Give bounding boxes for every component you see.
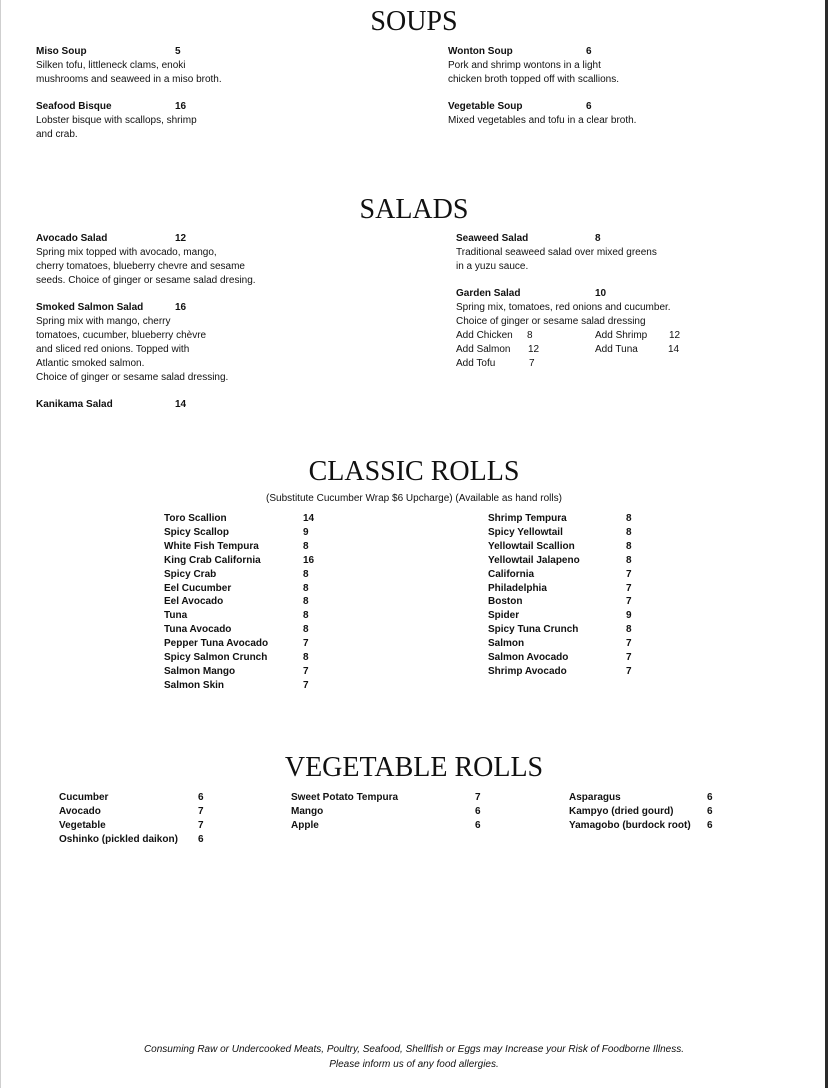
allergy-disclaimer bbox=[0, 1042, 828, 1072]
roll-name: Spicy Tuna Crunch bbox=[488, 624, 579, 636]
disclaimer-line-2: Please inform us of any food allergies. bbox=[329, 1059, 499, 1070]
roll-price: 8 bbox=[626, 540, 632, 552]
roll-price: 7 bbox=[626, 568, 632, 580]
item-name: Miso Soup bbox=[36, 46, 87, 57]
item-price: 8 bbox=[595, 233, 601, 244]
menu-item-garden-salad bbox=[456, 287, 716, 329]
roll-price: 8 bbox=[626, 554, 632, 566]
roll-name: Shrimp Tempura bbox=[488, 513, 567, 524]
menu-item-smoked-salmon-salad bbox=[36, 301, 296, 385]
roll-name: Spicy Salmon Crunch bbox=[164, 652, 268, 663]
roll-price: 14 bbox=[303, 513, 315, 524]
roll-name: Asparagus bbox=[569, 792, 621, 803]
roll-price: 7 bbox=[475, 792, 481, 803]
item-price: 6 bbox=[586, 101, 592, 112]
addon-label: Add Salmon bbox=[456, 344, 511, 355]
item-name: Seafood Bisque bbox=[36, 101, 112, 112]
roll-name: Toro Scallion bbox=[164, 513, 227, 524]
item-price: 5 bbox=[175, 46, 181, 57]
roll-price: 7 bbox=[626, 596, 632, 608]
item-description: Spring mix with mango, cherry tomatoes, cucumber, blueberry chèvre and sliced red onions. Topped with Atlantic smoked salmon. Choice of ginger or sesame salad dressing. bbox=[36, 316, 229, 383]
item-name: Smoked Salmon Salad bbox=[36, 302, 144, 313]
item-name: Garden Salad bbox=[456, 288, 521, 299]
roll-price: 8 bbox=[303, 568, 309, 580]
roll-name: White Fish Tempura bbox=[164, 540, 259, 552]
disclaimer-line-1: Consuming Raw or Undercooked Meats, Poultry, Seafood, Shellfish or Eggs may Increase your Risk of Foodborne Illness. bbox=[143, 1044, 685, 1055]
roll-price: 6 bbox=[198, 834, 204, 845]
roll-price: 6 bbox=[475, 820, 481, 831]
item-name: Avocado Salad bbox=[36, 233, 108, 244]
roll-name: King Crab California bbox=[164, 554, 261, 566]
roll-item bbox=[164, 568, 309, 582]
item-description: Traditional seaweed salad over mixed greens in a yuzu sauce. bbox=[456, 247, 657, 272]
roll-name: Salmon Avocado bbox=[488, 652, 569, 663]
roll-price: 8 bbox=[303, 652, 309, 663]
roll-item bbox=[164, 512, 315, 526]
roll-item bbox=[164, 609, 309, 623]
roll-price: 8 bbox=[303, 540, 309, 552]
addon-price: 7 bbox=[529, 358, 535, 369]
roll-name: Eel Avocado bbox=[164, 596, 224, 608]
roll-price: 8 bbox=[626, 624, 632, 636]
roll-item bbox=[164, 623, 309, 637]
roll-price: 7 bbox=[626, 638, 632, 650]
menu-item-seaweed-salad bbox=[456, 232, 716, 274]
roll-name: California bbox=[488, 568, 535, 580]
roll-name: Tuna Avocado bbox=[164, 624, 232, 636]
roll-price: 8 bbox=[626, 513, 632, 524]
roll-item bbox=[488, 526, 632, 540]
roll-item bbox=[488, 637, 632, 651]
roll-item bbox=[488, 623, 632, 637]
page-border-left bbox=[0, 0, 1, 1088]
item-price: 10 bbox=[595, 288, 607, 299]
roll-price: 7 bbox=[303, 638, 309, 650]
vegetable-rolls-heading: VEGETABLE ROLLS bbox=[284, 752, 544, 783]
item-price: 16 bbox=[175, 101, 187, 112]
roll-item bbox=[488, 595, 632, 609]
roll-name: Spicy Yellowtail bbox=[488, 526, 563, 538]
roll-price: 7 bbox=[626, 652, 632, 663]
roll-item bbox=[488, 512, 632, 526]
roll-price: 7 bbox=[198, 806, 204, 817]
roll-item bbox=[291, 805, 481, 819]
roll-item bbox=[488, 568, 632, 582]
roll-price: 7 bbox=[626, 665, 632, 677]
roll-name: Salmon Skin bbox=[164, 679, 225, 691]
roll-name: Eel Cucumber bbox=[164, 582, 232, 594]
roll-name: Avocado bbox=[59, 806, 101, 817]
roll-name: Tuna bbox=[164, 610, 188, 622]
addon-price: 12 bbox=[669, 330, 681, 341]
classic-rolls-heading: CLASSIC ROLLS bbox=[308, 456, 520, 487]
item-price: 14 bbox=[175, 399, 187, 410]
roll-price: 8 bbox=[303, 624, 309, 636]
roll-price: 8 bbox=[626, 526, 632, 538]
roll-price: 7 bbox=[198, 820, 204, 831]
item-description: Silken tofu, littleneck clams, enoki mushrooms and seaweed in a miso broth. bbox=[36, 60, 222, 85]
roll-item bbox=[164, 540, 309, 554]
roll-price: 8 bbox=[303, 596, 309, 608]
roll-price: 6 bbox=[198, 792, 204, 803]
roll-item bbox=[569, 819, 713, 833]
item-price: 16 bbox=[175, 302, 187, 313]
roll-name: Vegetable bbox=[59, 820, 106, 831]
roll-price: 8 bbox=[303, 610, 309, 622]
roll-item bbox=[488, 651, 632, 665]
classic-rolls-note: (Substitute Cucumber Wrap $6 Upcharge) (Available as hand rolls) bbox=[266, 493, 562, 504]
roll-item bbox=[488, 582, 632, 596]
item-price: 6 bbox=[586, 46, 592, 57]
item-name: Seaweed Salad bbox=[456, 233, 529, 244]
addon-label: Add Tofu bbox=[456, 358, 496, 369]
roll-item bbox=[164, 582, 309, 596]
item-name: Wonton Soup bbox=[448, 46, 513, 57]
roll-item bbox=[164, 637, 309, 651]
roll-name: Yellowtail Scallion bbox=[488, 540, 575, 552]
item-name: Kanikama Salad bbox=[36, 399, 113, 410]
roll-price: 9 bbox=[303, 526, 309, 538]
addon-price: 14 bbox=[668, 344, 680, 355]
roll-item bbox=[488, 609, 632, 623]
menu-item-kanikama-salad bbox=[36, 398, 296, 412]
item-description: Spring mix topped with avocado, mango, cherry tomatoes, blueberry chevre and sesame seeds. Choice of ginger or sesame salad dresing. bbox=[36, 247, 256, 286]
addon-label: Add Chicken bbox=[456, 330, 513, 341]
roll-price: 8 bbox=[303, 582, 309, 594]
roll-price: 7 bbox=[626, 582, 632, 594]
addon-label: Add Tuna bbox=[595, 344, 638, 355]
roll-name: Pepper Tuna Avocado bbox=[164, 638, 269, 650]
roll-price: 6 bbox=[707, 792, 713, 803]
roll-name: Salmon bbox=[488, 638, 525, 650]
item-description: Spring mix, tomatoes, red onions and cucumber. Choice of ginger or sesame salad dressing bbox=[456, 302, 671, 327]
roll-item bbox=[569, 791, 713, 805]
roll-name: Sweet Potato Tempura bbox=[291, 792, 399, 803]
roll-item bbox=[164, 595, 309, 609]
roll-name: Apple bbox=[291, 820, 319, 831]
menu-item-avocado-salad bbox=[36, 232, 296, 288]
item-price: 12 bbox=[175, 233, 187, 244]
salads-heading: SALADS bbox=[359, 194, 469, 225]
addon-label: Add Shrimp bbox=[595, 330, 648, 341]
roll-name: Yamagobo (burdock root) bbox=[569, 820, 691, 831]
roll-item bbox=[59, 791, 204, 805]
roll-name: Yellowtail Jalapeno bbox=[488, 554, 580, 566]
roll-item bbox=[164, 679, 309, 693]
item-name: Vegetable Soup bbox=[448, 101, 523, 112]
roll-name: Spider bbox=[488, 610, 520, 622]
roll-name: Spicy Crab bbox=[164, 568, 217, 580]
roll-item bbox=[569, 805, 713, 819]
menu-item-vegetable-soup bbox=[448, 100, 708, 128]
roll-price: 6 bbox=[707, 806, 713, 817]
roll-item bbox=[164, 651, 309, 665]
soups-heading: SOUPS bbox=[370, 6, 458, 37]
roll-name: Mango bbox=[291, 806, 324, 817]
roll-price: 16 bbox=[303, 554, 315, 566]
roll-price: 9 bbox=[626, 610, 632, 622]
roll-price: 7 bbox=[303, 665, 309, 677]
roll-name: Shrimp Avocado bbox=[488, 665, 567, 677]
roll-item bbox=[488, 540, 632, 554]
roll-price: 7 bbox=[303, 679, 309, 691]
roll-name: Kampyo (dried gourd) bbox=[569, 806, 674, 817]
roll-item bbox=[488, 665, 632, 679]
roll-item bbox=[59, 833, 204, 847]
roll-name: Philadelphia bbox=[488, 582, 547, 594]
item-description: Mixed vegetables and tofu in a clear broth. bbox=[448, 115, 637, 126]
roll-item bbox=[164, 665, 309, 679]
roll-item bbox=[59, 819, 204, 833]
roll-name: Spicy Scallop bbox=[164, 526, 230, 538]
item-description: Pork and shrimp wontons in a light chicken broth topped off with scallions. bbox=[448, 60, 620, 85]
roll-item bbox=[164, 554, 315, 568]
roll-item bbox=[291, 791, 481, 805]
roll-item bbox=[164, 526, 309, 540]
roll-item bbox=[59, 805, 204, 819]
roll-name: Oshinko (pickled daikon) bbox=[59, 834, 178, 845]
item-description: Lobster bisque with scallops, shrimp and crab. bbox=[36, 115, 197, 140]
roll-item bbox=[291, 819, 481, 833]
roll-price: 6 bbox=[707, 820, 713, 831]
menu-item-miso-soup bbox=[36, 45, 296, 87]
addon-price: 8 bbox=[527, 330, 533, 341]
roll-item bbox=[488, 554, 632, 568]
addon-price: 12 bbox=[528, 344, 540, 355]
menu-item-seafood-bisque bbox=[36, 100, 296, 142]
roll-name: Cucumber bbox=[59, 792, 109, 803]
menu-item-wonton-soup bbox=[448, 45, 708, 87]
roll-name: Salmon Mango bbox=[164, 665, 236, 677]
roll-price: 6 bbox=[475, 806, 481, 817]
roll-name: Boston bbox=[488, 596, 523, 608]
